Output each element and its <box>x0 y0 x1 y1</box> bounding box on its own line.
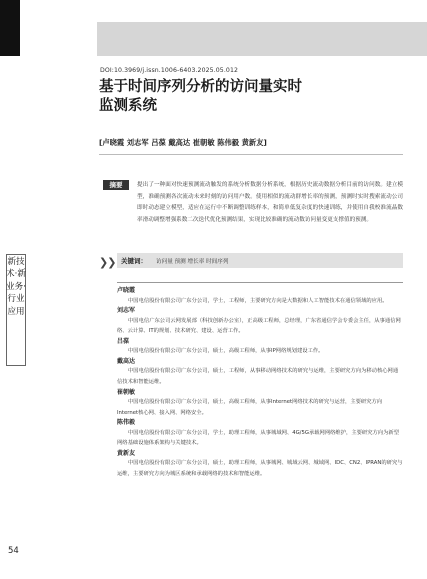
bio-entry <box>117 419 403 449</box>
bio-entry <box>117 389 403 419</box>
bio-text: 中国电信股份有限公司广东分公司，学士，助理工程师，从事城域网、4G/5G承载网网络维护，主要研究方向为新型网络基础设施体系架构与关键技术。 <box>117 429 399 447</box>
bio-entry <box>117 358 403 388</box>
author-list: [卢晓霞 刘志军 吕葆 戴高达 崔朝敏 陈伟毅 黄新友] <box>99 138 267 147</box>
title-divider <box>99 154 403 155</box>
abstract-text: 提出了一种面对快速预测流动触发的系统分析数据分析系统，根据历史流动数据分析目前的访问数。建立模型，准确预测各次流动未来时刻的访问用户数。使用相似的流动群增长率的预测，预测时实时搜索流动公司即时动态建立模型，适应在运行中不断调整训练样本，和简单低复杂度的快速训练，并使用自我校准流晶数率滑动调整增强系数二次迭代优化预测结果，实现比较准确的流动数访问量变更支撑值的预测。 <box>137 182 403 223</box>
bio-text: 中国电信股份有限公司广东分公司，硕士，高级工程师，从事IP网络规划建设工作。 <box>128 348 324 355</box>
corner-block <box>0 0 20 56</box>
bio-entry <box>117 338 403 357</box>
bio-text: 中国电信股份有限公司广东分公司，学士，工程师，主要研究方向是大数据和人工智能技术在通信领域的应用。 <box>128 297 388 304</box>
bio-entry <box>117 287 403 306</box>
doi-line: DOI:10.3969/j.issn.1006-6403.2025.05.012 <box>100 67 239 74</box>
bio-name: 陈伟毅 <box>117 419 136 427</box>
bio-name: 吕葆 <box>117 337 130 345</box>
bio-entry <box>117 450 403 480</box>
header-band <box>97 22 427 56</box>
bio-divider <box>117 282 403 283</box>
chevron-right-icon: ❯❯ <box>99 256 116 269</box>
bio-text: 中国电信股份有限公司广东分公司，硕士，工程师，从事移动网络技术的研究与运维，主要研究方向为移动核心网通信技术和智能运维。 <box>117 368 399 385</box>
article-title <box>99 78 399 116</box>
bio-text: 中国电信股份有限公司广东分公司，硕士，助理工程师，从事城网、城域云网、城域网、IDC、CN2、IPRAN的研究与运维，主要研究方向为城区系统和承载网络的技术和智能运维。 <box>117 460 403 478</box>
bio-text: 中国电信广东公司云网发展部（科技创新办公室），正高级工程师，总经理，广东省通信学会专委会主任，从事通信网络、云计算、IT的规划、技术研究、建设、运营工作。 <box>117 317 401 335</box>
keywords-text: 访问量 预测 增长率 时间序列 <box>156 259 229 265</box>
bio-name: 黄新友 <box>117 449 136 457</box>
bio-name: 崔朝敏 <box>117 388 136 396</box>
bio-name: 卢晓霞 <box>117 287 136 294</box>
abstract-label: 摘要 <box>103 180 129 190</box>
title-line-1: 基于时间序列分析的访问量实时 <box>99 79 302 95</box>
bio-name: 戴高达 <box>117 357 136 365</box>
author-bios <box>117 287 403 481</box>
bio-name: 刘志军 <box>117 307 136 315</box>
page-number: 54 <box>8 546 19 556</box>
title-line-2: 监测系统 <box>99 98 157 114</box>
bio-text: 中国电信股份有限公司广东分公司，硕士，高级工程师，从事Internet网络技术的研究与运营，主要研究方向Internet核心网、接入网、网络安全。 <box>117 399 383 416</box>
keywords-label: 关键词： <box>121 257 147 265</box>
column-label: 新技术·新业务·行业应用 <box>6 257 26 317</box>
bio-entry <box>117 307 403 337</box>
